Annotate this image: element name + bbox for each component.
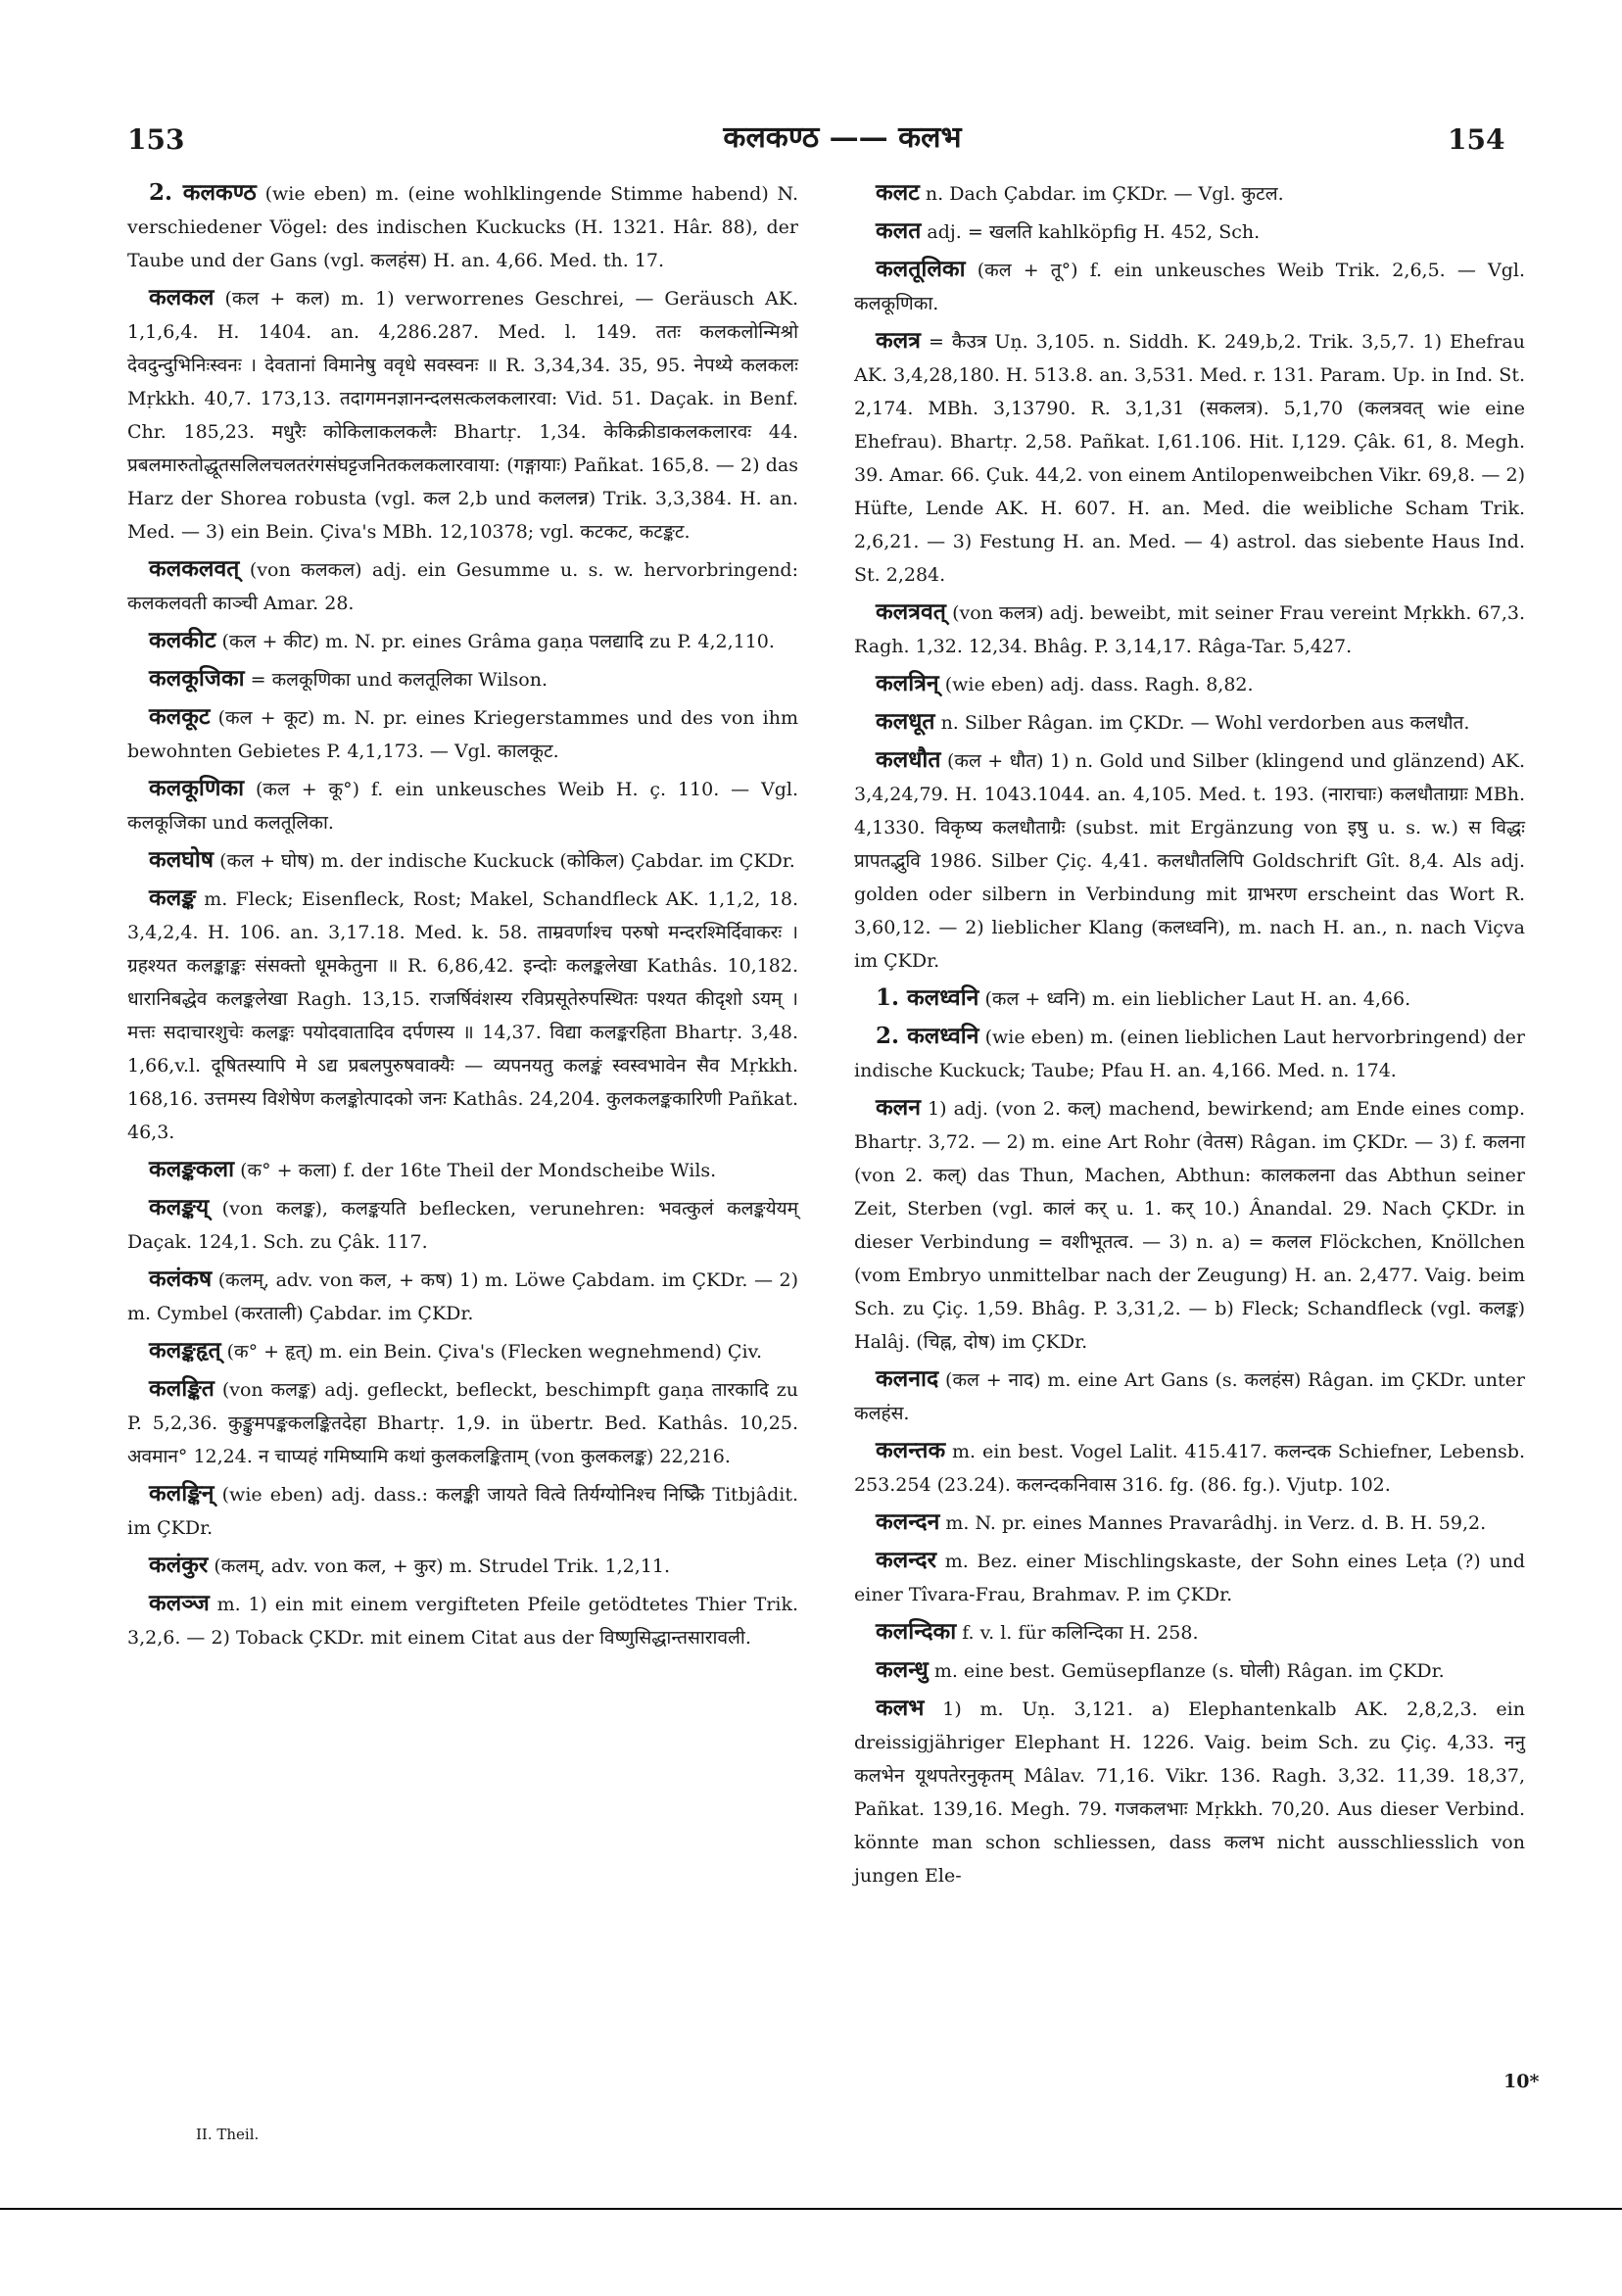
dictionary-entry [854,667,1525,701]
entry-headword: कलट [876,179,920,206]
dictionary-entry [127,1263,798,1330]
page-number-left: 153 [127,123,185,156]
entry-text: (कल + कल) m. 1) verworrenes Geschrei, — Geräusch AK. 1,1,6,4. H. 1404. an. 4,286.287. Med. l. 149. ततः कलकलोन्मिश्रो देवदुन्दुभिनिःस्वनः । देवतानां विमानेषु ववृधे सवस्वनः ॥ R. 3,34,34. 35, 95. नेपथ्ये कलकलः Mṛkkh. 40,7. 173,13. तदागमनज्ञानन्दलसत्कलकलारवा: Vid. 51. Daçak. in Benf. Chr. 185,23. मधुरैः कोकिलाकलकलैः Bhartṛ. 1,34. केकिक्रीडाकलकलारवः 44. प्रबलमारुतोद्धूतसलिलचलतरंगसंघट्टजनितकलकलारवाया: (गङ्गायाः) Pañkat. 165,8. — 2) das Harz der Shorea robusta (vgl. कल 2,b und कललन्न) Trik. 3,3,384. H. an. Med. — 3) ein Bein. Çiva's MBh. 12,10378; vgl. कटकट, कटङ्कट. [127,288,798,543]
dictionary-entry [127,176,798,277]
entry-text: m. ein best. Vogel Lalit. 415.417. कलन्दक Schiefner, Lebensb. 253.254 (23.24). कलन्दकनिवास 316. fg. (86. fg.). Vjutp. 102. [854,1441,1526,1496]
left-column [127,176,798,1658]
entry-headword: कलकूणिका [149,775,245,801]
dictionary-entry [854,743,1525,978]
dictionary-entry [127,624,798,658]
entry-text: m. eine best. Gemüsepflanze (s. घोली) Râgan. im ÇKDr. [933,1660,1445,1682]
entry-headword: कलन्दर [876,1547,936,1573]
entry-text: 1) m. Uṇ. 3,121. a) Elephantenkalb AK. 2,8,2,3. ein dreissigjähriger Elephant H. 1226. Vaig. beim Sch. zu Çiç. 4,33. ननु कलभेन यूथपतेरनुकृतम् Mâlav. 71,16. Vikr. 136. Ragh. 3,32. 11,39. 18,37, Pañkat. 139,16. Megh. 79. गजकलभाः Mṛkkh. 70,20. Aus dieser Verbind. könnte man schon schliessen, dass कलभ nicht ausschliesslich von jungen Ele- [854,1698,1525,1887]
dictionary-entry [127,552,798,620]
entry-text: n. Dach Çabdar. im ÇKDr. — Vgl. कुटल. [925,183,1284,205]
entry-headword: कलघोष [149,846,215,873]
entry-headword: कलत्रिन् [876,670,939,696]
dictionary-entry [127,1477,798,1545]
entry-text: (wie eben) adj. dass. Ragh. 8,82. [944,674,1254,695]
entry-text: adj. = खलति kahlköpfig H. 452, Sch. [927,221,1261,243]
entry-text: (von कलकल) adj. ein Gesumme u. s. w. hervorbringend: कलकलवती काञ्ची Amar. 28. [127,559,798,614]
dictionary-entry [854,1091,1525,1359]
entry-text: (कल + ध्वनि) m. ein lieblicher Laut H. an. 4,66. [984,988,1411,1010]
entry-headword: 2. कलकण्ठ [149,179,257,206]
entry-text: = कैउत्र Uṇ. 3,105. n. Siddh. K. 249,b,2. Trik. 3,5,7. 1) Ehefrau AK. 3,4,28,180. H. 513.8. an. 3,531. Med. r. 131. Param. Up. in Ind. St. 2,174. MBh. 3,13790. R. 3,1,31 (सकलत्र). 5,1,70 (कलत्रवत् wie eine Ehefrau). Bhartṛ. 2,58. Pañkat. I,61.106. Hit. I,129. Çâk. 61, 8. Megh. 39. Amar. 66. Çuk. 44,2. von einem Antilopenweibchen Vikr. 69,8. — 2) Hüfte, Lende AK. H. 607. H. an. Med. die weibliche Scham Trik. 2,6,21. — 3) Festung H. an. Med. — 4) astrol. das siebente Haus Ind. St. 2,284. [854,331,1525,586]
entry-headword: 1. कलध्वनि [876,984,979,1011]
entry-headword: कलंकष [149,1266,213,1292]
dictionary-entry [854,705,1525,740]
bottom-rule [0,2208,1622,2210]
entry-text: (wie eben) m. (eine wohlklingende Stimme habend) N. verschiedener Vögel: des indischen Kuckucks (H. 1321. Hâr. 88), der Taube und der Gans (vgl. कलहंस) H. an. 4,66. Med. th. 17. [127,183,798,271]
page-number-right: 154 [1448,123,1505,156]
entry-headword: कलनाद [876,1365,939,1392]
entry-text: n. Silber Râgan. im ÇKDr. — Wohl verdorben aus कलधौत. [940,712,1470,734]
page-header [0,116,1622,155]
dictionary-entry [854,215,1525,249]
entry-headword: कलकलवत् [149,555,240,582]
running-title: कलकण्ठ —— कलभ [723,120,962,155]
entry-text: (von कलङ्क) adj. gefleckt, befleckt, beschimpft gaṇa तारकादि zu P. 5,2,36. कुङ्कुमपङ्ककलङ्कितदेहा Bhartṛ. 1,9. in übertr. Bed. Kathâs. 10,25. अवमान° 12,24. न चाप्यहं गमिष्यामि कथां कुलकलङ्किताम् (von कुलकलङ्क) 22,216. [127,1379,798,1467]
entry-text: (wie eben) adj. dass.: कलङ्की जायते वित्वे तिर्यग्योनिश्च निष्क्रिे Titbjâdit. im ÇKDr. [127,1484,798,1539]
entry-text: m. Fleck; Eisenfleck, Rost; Makel, Schandfleck AK. 1,1,2, 18. 3,4,2,4. H. 106. an. 3,17.18. Med. k. 58. ताम्रवर्णाश्च परुषो मन्दरश्मिर्दिवाकरः । ग्रहश्यत कलङ्काङ्कः संसक्तो धूमकेतुना ॥ R. 6,86,42. इन्दोः कलङ्कलेखा Kathâs. 10,182. धारानिबद्धेव कलङ्कलेखा Ragh. 13,15. राजर्षिवंशस्य रविप्रसूतेरुपस्थितः पश्यत कीदृशो ऽयम् । मत्तः सदाचारशुचेः कलङ्कः पयोदवातादिव दर्पणस्य ॥ 14,37. विद्या कलङ्करहिता Bhartṛ. 3,48. 1,66,v.l. दूषितस्यापि मे ऽद्य प्रबलपुरुषवाक्यैः — व्यपनयतु कलङ्कं स्वस्वभावेन सैव Mṛkkh. 168,16. उत्तमस्य विशेषेण कलङ्कोत्पादको जनः Kathâs. 24,204. कुलकलङ्ककारिणी Pañkat. 46,3. [127,888,798,1143]
entry-text: = कलकूणिका und कलतूलिका Wilson. [250,669,549,691]
entry-headword: कलत्र [876,327,921,354]
dictionary-entry [854,1653,1525,1688]
dictionary-entry [127,1153,798,1187]
dictionary-entry [854,981,1525,1016]
entry-text: (कल + घोष) m. der indische Kuckuck (कोकिल) Çabdar. im ÇKDr. [219,850,795,872]
dictionary-entry [127,843,798,878]
dictionary-entry [854,324,1525,592]
entry-text: (कलम्, adv. von कल, + कुर) m. Strudel Trik. 1,2,11. [214,1555,671,1577]
entry-text: (कलम्, adv. von कल, + कष) 1) m. Löwe Çabdam. im ÇKDr. — 2) m. Cymbel (करताली) Çabdar. im ÇKDr. [127,1269,798,1324]
entry-headword: कलकीट [149,627,216,653]
dictionary-entry [854,1692,1525,1892]
entry-headword: कलन्धु [876,1656,929,1683]
entry-headword: कलन [876,1094,922,1121]
entry-text: (कल + नाद) m. eine Art Gans (s. कलहंस) Râgan. im ÇKDr. unter कलहंस. [854,1369,1525,1424]
entry-headword: कलत्रवत् [876,598,946,625]
dictionary-entry [127,1191,798,1259]
dictionary-entry [127,1549,798,1583]
sheet-mark: 10* [1503,2071,1540,2092]
dictionary-entry [854,1544,1525,1611]
entry-headword: कलंकुर [149,1552,209,1578]
entry-headword: कलङ्क [149,885,196,911]
entry-headword: कलतूलिका [876,256,966,282]
entry-headword: कलधौत [876,746,941,773]
entry-headword: कलत [876,217,922,244]
entry-headword: कलञ्ज [149,1590,210,1616]
entry-headword: कलङ्कित [149,1375,215,1402]
dictionary-entry [854,1506,1525,1540]
dictionary-entry [127,1334,798,1368]
entry-headword: कलन्तक [876,1437,946,1463]
dictionary-entry [127,882,798,1149]
entry-text: (क° + हृत्) m. ein Bein. Çiva's (Flecken wegnehmend) Çiv. [226,1341,763,1363]
entry-headword: कलकल [149,284,215,311]
signature-mark: II. Theil. [196,2126,260,2143]
dictionary-entry [127,700,798,768]
entry-text: 1) adj. (von 2. कल्) machend, bewirkend; am Ende eines comp. Bhartṛ. 3,72. — 2) m. eine Art Rohr (वेतस) Râgan. im ÇKDr. — 3) f. कलना (von 2. कल्) das Thun, Machen, Abthun: कालकलना das Abthun seiner Zeit, Sterben (vgl. कालं कर् u. 1. कर् 10.) Ânandal. 29. Nach ÇKDr. in dieser Verbindung = वशीभूतत्व. — 3) n. a) = कलल Flöckchen, Knöllchen (vom Embryo unmittelbar nach der Zeugung) H. an. 2,477. Vaig. beim Sch. zu Çiç. 1,59. Bhâg. P. 3,31,2. — b) Fleck; Schandfleck (vgl. कलङ्क) Halâj. (चिह्न, दोष) im ÇKDr. [854,1098,1526,1353]
entry-headword: कलधूत [876,708,935,735]
entry-headword: कलङ्किन् [149,1480,215,1507]
right-column [854,176,1525,1896]
entry-headword: कलन्दन [876,1508,940,1535]
entry-text: f. v. l. für कलिन्दिका H. 258. [962,1622,1199,1644]
dictionary-entry [854,1615,1525,1650]
entry-headword: कलभ [876,1695,925,1721]
dictionary-entry [127,1587,798,1654]
entry-text: (कल + कूट) m. N. pr. eines Kriegerstammes und des von ihm bewohnten Gebietes P. 4,1,173. — Vgl. कालकूट. [127,707,798,762]
dictionary-entry [854,1434,1525,1502]
entry-headword: कलकूट [149,703,211,730]
dictionary-entry [854,1020,1525,1087]
dictionary-entry [127,772,798,839]
dictionary-entry [854,253,1525,320]
entry-headword: 2. कलध्वनि [876,1023,979,1049]
dictionary-entry [854,1363,1525,1430]
entry-text: m. N. pr. eines Mannes Pravarâdhj. in Verz. d. B. H. 59,2. [945,1512,1487,1534]
dictionary-entry [854,596,1525,663]
entry-text: (क° + कला) f. der 16te Theil der Mondscheibe Wils. [240,1160,717,1181]
dictionary-entry [127,1372,798,1473]
dictionary-entry [127,662,798,696]
dictionary-entry [127,281,798,549]
entry-text: (कल + कीट) m. N. pr. eines Grâma gaṇa पलद्यादि zu P. 4,2,110. [221,631,775,652]
entry-headword: कलङ्ककला [149,1156,235,1182]
entry-text: m. 1) ein mit einem vergifteten Pfeile getödtetes Thier Trik. 3,2,6. — 2) Toback ÇKDr. mit einem Citat aus der विष्णुसिद्धान्तसारावली. [127,1594,799,1649]
entry-text: (von कलङ्क), कलङ्कयति beflecken, verunehren: भवत्कुलं कलङ्कयेयम् Daçak. 124,1. Sch. zu Çâk. 117. [127,1198,798,1253]
entry-headword: कलङ्कहृत् [149,1337,221,1363]
entry-headword: कलङ्कय् [149,1194,210,1220]
entry-text: (कल + तू°) f. ein unkeusches Weib Trik. 2,6,5. — Vgl. कलकूणिका. [854,260,1525,314]
entry-text: (wie eben) m. (einen lieblichen Laut hervorbringend) der indische Kuckuck; Taube; Pfau H. an. 4,166. Med. n. 174. [854,1027,1526,1081]
entry-headword: कलकूजिका [149,665,245,692]
entry-text: (कल + धौत) 1) n. Gold und Silber (klingend und glänzend) AK. 3,4,24,79. H. 1043.1044. an. 4,105. Med. t. 193. (नाराचाः) कलधौताग्राः MBh. 4,1330. विकृष्य कलधौताग्रैः (subst. mit Ergänzung von इषु u. s. w.) स विद्धः प्रापतद्भुवि 1986. Silber Çiç. 4,41. कलधौतलिपि Goldschrift Gît. 8,4. Als adj. golden oder silbern in Verbindung mit ग्राभरण erscheint das Wort R. 3,60,12. — 2) lieblicher Klang (कलध्वनि), m. nach H. an., n. nach Viçva im ÇKDr. [854,750,1525,972]
entry-text: (von कलत्र) adj. beweibt, mit seiner Frau vereint Mṛkkh. 67,3. Ragh. 1,32. 12,34. Bhâg. P. 3,14,17. Râga-Tar. 5,427. [854,602,1526,657]
entry-text: (कल + कू°) f. ein unkeusches Weib H. ç. 110. — Vgl. कलकूजिका und कलतूलिका. [127,779,798,834]
entry-text: m. Bez. einer Mischlingskaste, der Sohn eines Leṭa (?) und einer Tîvara-Frau, Brahmav. P. im ÇKDr. [854,1551,1526,1605]
entry-headword: कलन्दिका [876,1618,957,1645]
dictionary-entry [854,176,1525,211]
